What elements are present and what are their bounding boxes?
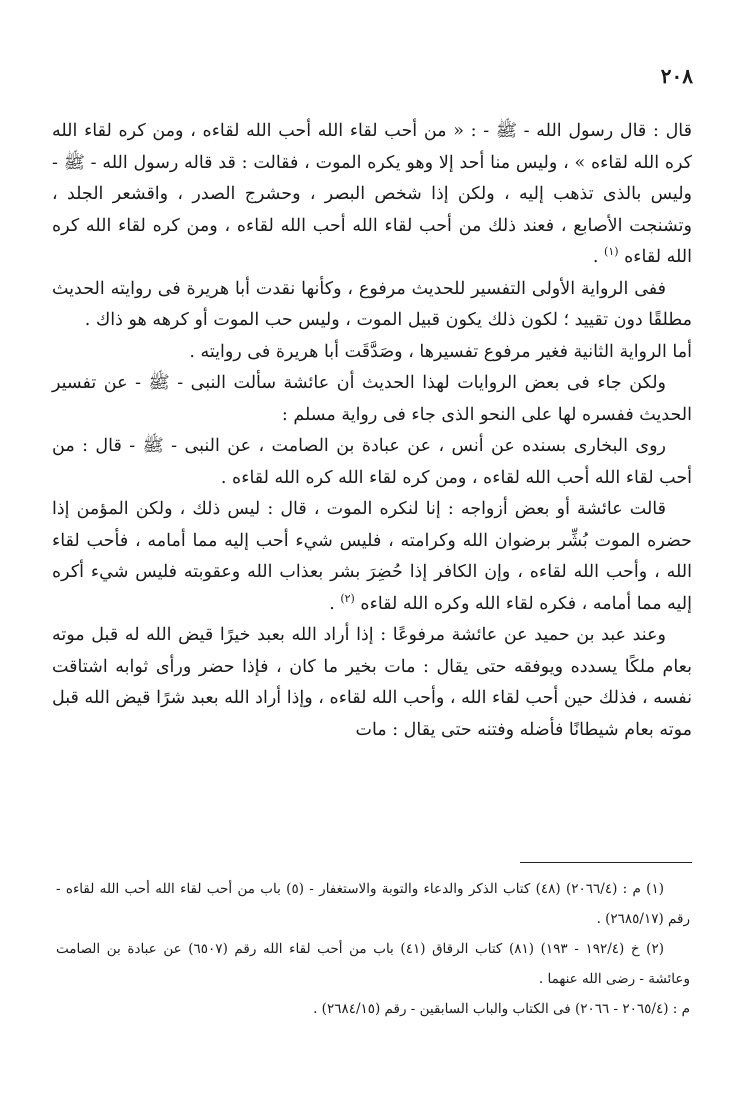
footnote-separator [520, 862, 692, 863]
footnote-marker: (١) [604, 245, 619, 259]
paragraph-text: قال : قال رسول الله - ﷺ - : « من أحب لقاء الله أحب الله لقاءه ، ومن كره لقاء الله كره الله لقاءه » ، وليس منا أحد إلا وهو يكره الموت ، فقالت : قد قاله رسول الله - ﷺ - وليس بالذى تذهب إليه ، ولكن إذا شخص البصر ، وحشرج الصدر ، واقشعر الجلد ، وتشنجت الأصابع ، فعند ذلك من أحب لقاء الله أحب الله لقاءه ، ومن كره لقاء الله كره الله لقاءه [52, 121, 692, 267]
footnote: (٢) خ (١٩٢/٤ - ١٩٣) (٨١) كتاب الرقاق (٤١) باب من أحب لقاء الله رقم (٦٥٠٧) عن عبادة بن الصامت وعائشة - رضى الله عنهما . [56, 941, 690, 987]
paragraph: ففى الرواية الأولى التفسير للحديث مرفوع ، وكأنها نقدت أبا هريرة فى روايته الحديث مطلقًا دون تقييد ؛ لكون ذلك يكون قبيل الموت ، وليس حب الموت أو كرهه هو ذاك . [52, 278, 692, 330]
footnote: م : (٢٠٦٥/٤ - ٢٠٦٦) فى الكتاب والباب السابقين - رقم (٢٦٨٤/١٥) . [313, 1001, 690, 1017]
footnotes [56, 874, 690, 1024]
main-text [52, 116, 692, 746]
paragraph: وعند عبد بن حميد عن عائشة مرفوعًا : إذا أراد الله بعبد خيرًا قيض الله له قبل موته بعام ملكًا يسدده ويوفقه حتى يقال : مات بخير ما كان ، فإذا حضر ورأى ثوابه اشتاقت نفسه ، فذلك حين أحب لقاء الله ، وأحب الله لقاءه ، وإذا أراد الله بعبد شرًا قيض الله قبل موته بعام شيطانًا فأضله وفتنه حتى يقال : مات [52, 625, 692, 740]
paragraph: روى البخارى بسنده عن أنس ، عن عبادة بن الصامت ، عن النبى - ﷺ - قال : من أحب لقاء الله أحب الله لقاءه ، ومن كره لقاء الله كره الله لقاءه . [52, 436, 692, 488]
paragraph-text: قالت عائشة أو بعض أزواجه : إنا لنكره الموت ، قال : ليس ذلك ، ولكن المؤمن إذا حضره الموت بُشِّر برضوان الله وكرامته ، فليس شيء أحب إليه مما أمامه ، فأحب لقاء الله ، وأحب الله لقاءه ، وإن الكافر إذا حُضِرَ بشر بعذاب الله وعقوبته فليس شيء أكره إليه مما أمامه ، فكره لقاء الله وكره الله لقاءه [52, 499, 692, 614]
footnote: (١) م : (٢٠٦٦/٤) (٤٨) كتاب الذكر والدعاء والتوبة والاستغفار - (٥) باب من أحب لقاء الله أحب الله لقاءه - رقم (٢٦٨٥/١٧) . [56, 881, 690, 927]
paragraph: ولكن جاء فى بعض الروايات لهذا الحديث أن عائشة سألت النبى - ﷺ - عن تفسير الحديث ففسره لها على النحو الذى جاء فى رواية مسلم : [52, 373, 692, 425]
paragraph: أما الرواية الثانية فغير مرفوع تفسيرها ، وصَدَّقَت أبا هريرة فى روايته . [189, 341, 692, 362]
page-number: ٢٠٨ [660, 64, 693, 88]
paragraph: قالت عائشة أو بعض أزواجه : إنا لنكره الموت ، قال : ليس ذلك ، ولكن المؤمن إذا حضره الموت بُشِّر برضوان الله وكرامته ، فليس شيء أحب إليه مما أمامه ، فأحب لقاء الله ، وأحب الله لقاءه ، وإن الكافر إذا حُضِرَ بشر بعذاب الله وعقوبته فليس شيء أكره إليه مما أمامه ، فكره لقاء الله وكره الله لقاءه $^{(٢)}$ . [52, 499, 692, 614]
footnote-marker: (٢) [340, 591, 355, 605]
paragraph: قال : قال رسول الله - ﷺ - : « من أحب لقاء الله أحب الله لقاءه ، ومن كره لقاء الله كره الله لقاءه » ، وليس منا أحد إلا وهو يكره الموت ، فقالت : قد قاله رسول الله - ﷺ - وليس بالذى تذهب إليه ، ولكن إذا شخص البصر ، وحشرج الصدر ، واقشعر الجلد ، وتشنجت الأصابع ، فعند ذلك من أحب لقاء الله أحب الله لقاءه ، ومن كره لقاء الله كره الله لقاءه $^{(١)}$ . [52, 121, 692, 267]
